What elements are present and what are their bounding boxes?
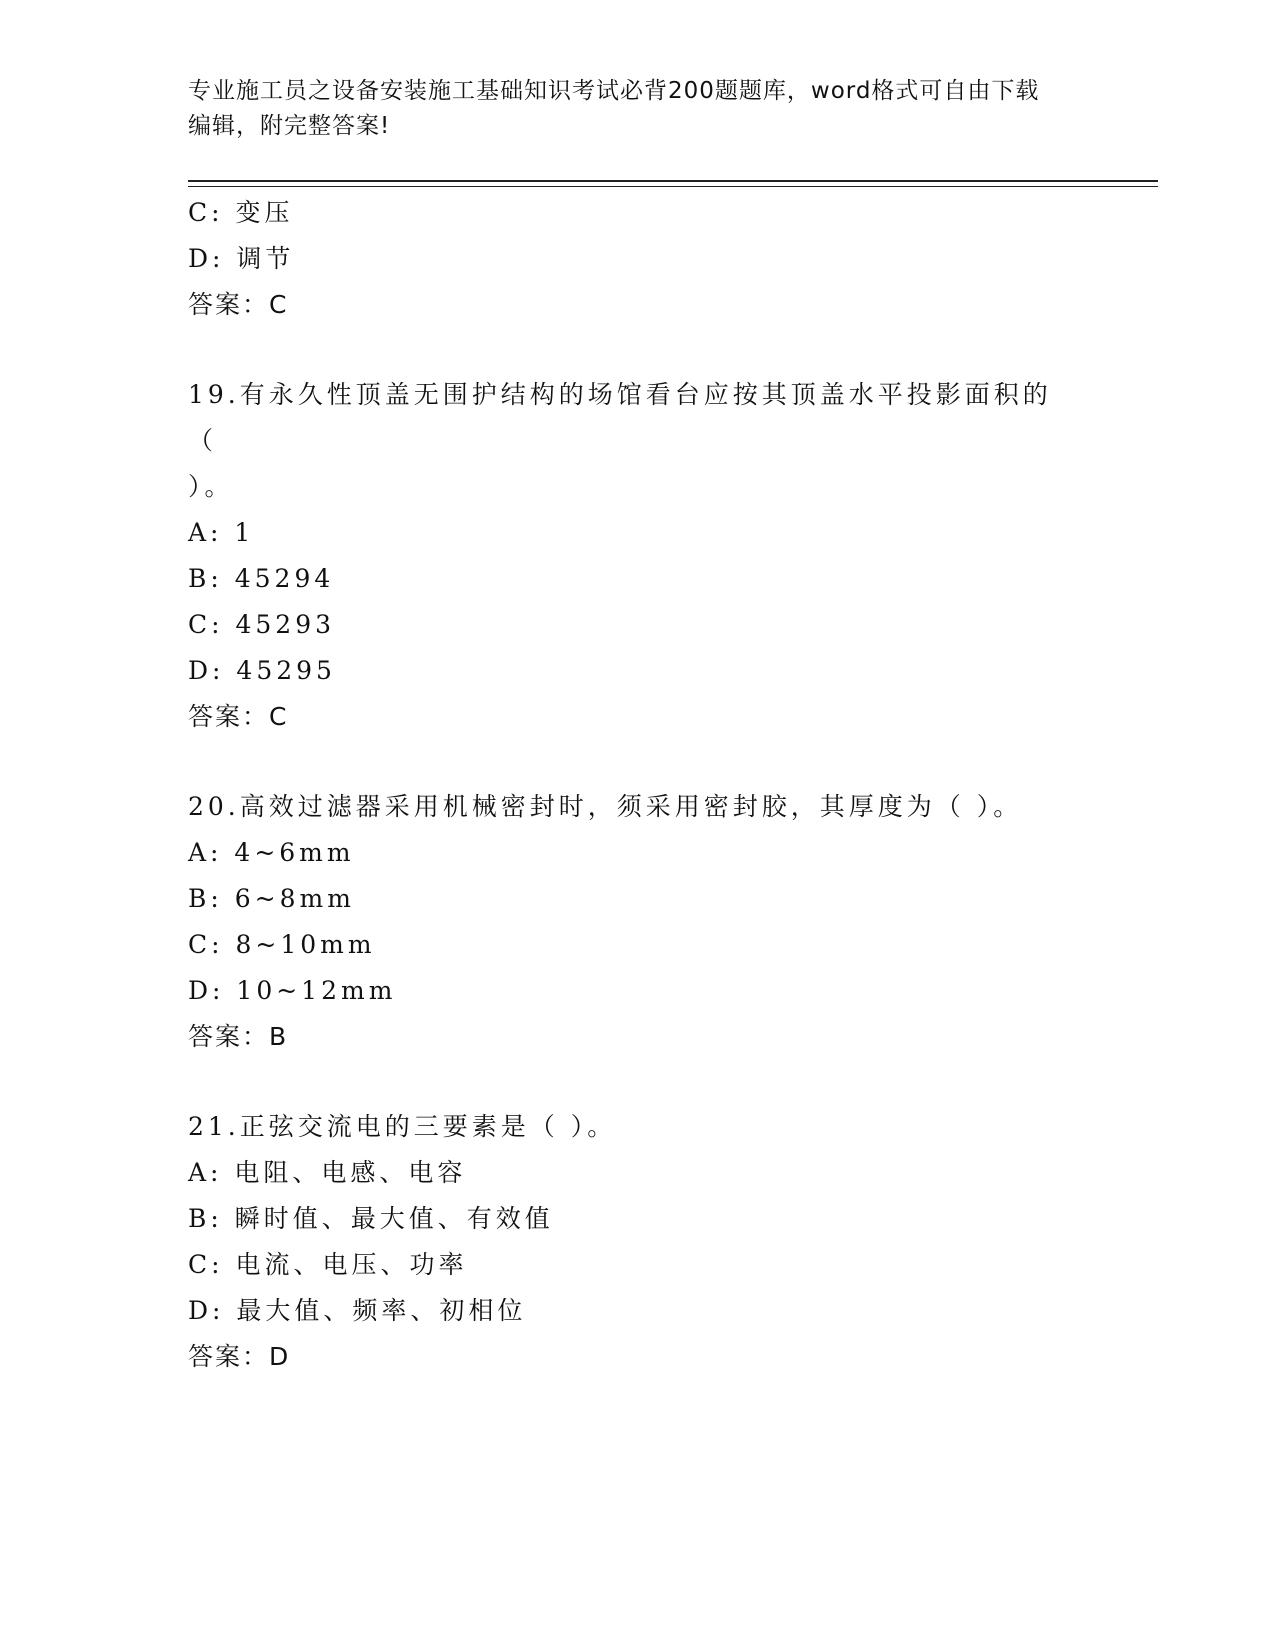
header-title-line-1: 专业施工员之设备安装施工基础知识考试必背200题题库，word格式可自由下载 — [188, 78, 1040, 104]
question-19 — [188, 372, 1088, 740]
option-d: D: 45295 — [188, 656, 336, 685]
option-a: A: 4~6mm — [188, 838, 355, 867]
document-body — [188, 190, 1088, 1380]
answer-line: 答案：C — [188, 702, 289, 731]
answer-line: 答案：C — [188, 290, 289, 319]
question-text — [188, 372, 1068, 510]
option-b: B: 6~8mm — [188, 884, 355, 913]
answer-line: 答案：B — [188, 1022, 289, 1051]
option-a: A: 电阻、电感、电容 — [188, 1158, 467, 1187]
option-c: C: 电流、电压、功率 — [188, 1250, 468, 1279]
option-b: B: 45294 — [188, 564, 335, 593]
question-text: 21.正弦交流电的三要素是（ ）。 — [188, 1112, 617, 1141]
option-d: D: 10~12mm — [188, 976, 397, 1005]
option-c: C: 变压 — [188, 198, 294, 227]
question-text: 20.高效过滤器采用机械密封时，须采用密封胶，其厚度为（ ）。 — [188, 792, 1023, 821]
header-title-line-2: 编辑，附完整答案! — [188, 113, 391, 139]
question-text-line-1: 19.有永久性顶盖无围护结构的场馆看台应按其顶盖水平投影面积的（ — [188, 380, 1052, 455]
option-c: C: 45293 — [188, 610, 336, 639]
option-c: C: 8~10mm — [188, 930, 376, 959]
question-text-line-2: ）。 — [188, 472, 234, 501]
question-20 — [188, 784, 1088, 1060]
option-b: B: 瞬时值、最大值、有效值 — [188, 1204, 554, 1233]
document-header — [188, 74, 1088, 144]
question-18-tail — [188, 190, 1088, 328]
question-21 — [188, 1104, 1088, 1380]
option-d: D: 最大值、频率、初相位 — [188, 1296, 527, 1325]
option-a: A: 1 — [188, 518, 255, 547]
answer-line: 答案：D — [188, 1342, 291, 1371]
option-d: D: 调节 — [188, 244, 295, 273]
header-divider — [188, 180, 1158, 187]
